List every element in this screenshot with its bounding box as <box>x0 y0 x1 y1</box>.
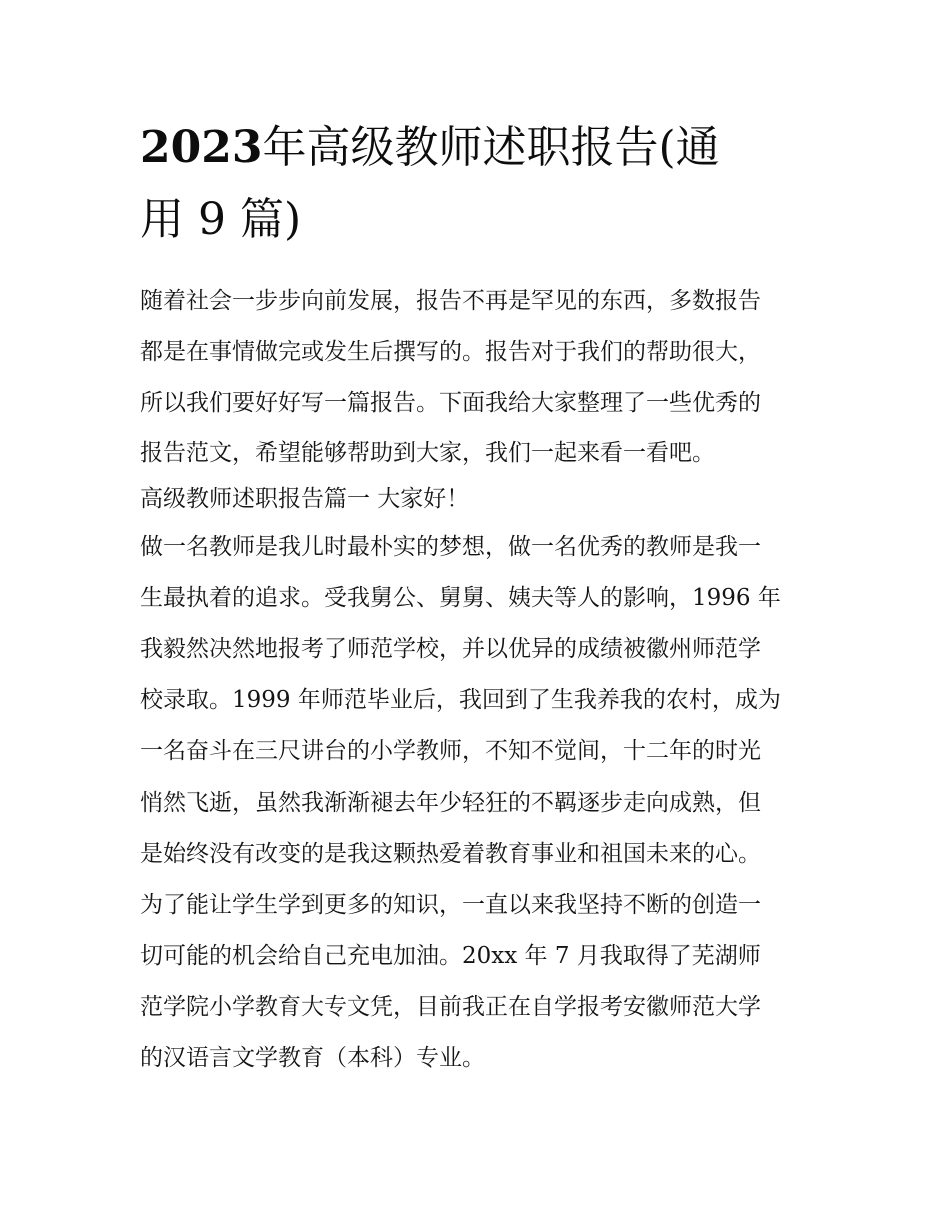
text-line: 是始终没有改变的是我这颗热爱着教育事业和祖国未来的心。 <box>140 840 761 867</box>
text-line: 的汉语言文学教育（本科）专业。 <box>140 1045 485 1072</box>
text-line: 所以我们要好好写一篇报告。下面我给大家整理了一些优秀的 <box>140 390 761 417</box>
document-title <box>140 112 820 256</box>
text-line: 一名奋斗在三尺讲台的小学教师，不知不觉间，十二年的时光 <box>140 738 761 765</box>
text-line: 做一名教师是我儿时最朴实的梦想，做一名优秀的教师是我一 <box>140 533 761 560</box>
text-line: 都是在事情做完或发生后撰写的。报告对于我们的帮助很大， <box>140 339 761 366</box>
title-year: 2023 <box>140 122 263 173</box>
text-line: 报告范文，希望能够帮助到大家，我们一起来看一看吧。 <box>140 439 715 466</box>
text-line: 校录取。1999 年师范毕业后，我回到了生我养我的农村，成为 <box>140 687 781 714</box>
text-line: 悄然飞逝，虽然我渐渐褪去年少轻狂的不羁逐步走向成熟，但 <box>140 789 761 816</box>
title-line-2: 用 9 篇) <box>140 194 302 245</box>
section-heading-line: 高级教师述职报告篇一 大家好！ <box>140 485 470 512</box>
text-line: 随着社会一步步向前发展，报告不再是罕见的东西，多数报告 <box>140 288 761 314</box>
title-text: 年高级教师述职报告(通 <box>262 122 720 173</box>
document-body <box>140 276 820 1085</box>
text-line: 为了能让学生学到更多的知识，一直以来我坚持不断的创造一 <box>140 891 761 918</box>
text-line: 范学院小学教育大专文凭，目前我正在自学报考安徽师范大学 <box>140 994 761 1021</box>
text-line: 我毅然决然地报考了师范学校，并以优异的成绩被徽州师范学 <box>140 635 761 662</box>
text-line: 生最执着的追求。受我舅公、舅舅、姨夫等人的影响，1996 年 <box>140 584 781 611</box>
title-line-1 <box>140 122 720 173</box>
text-line: 切可能的机会给自己充电加油。20xx 年 7 月我取得了芜湖师 <box>140 943 761 970</box>
